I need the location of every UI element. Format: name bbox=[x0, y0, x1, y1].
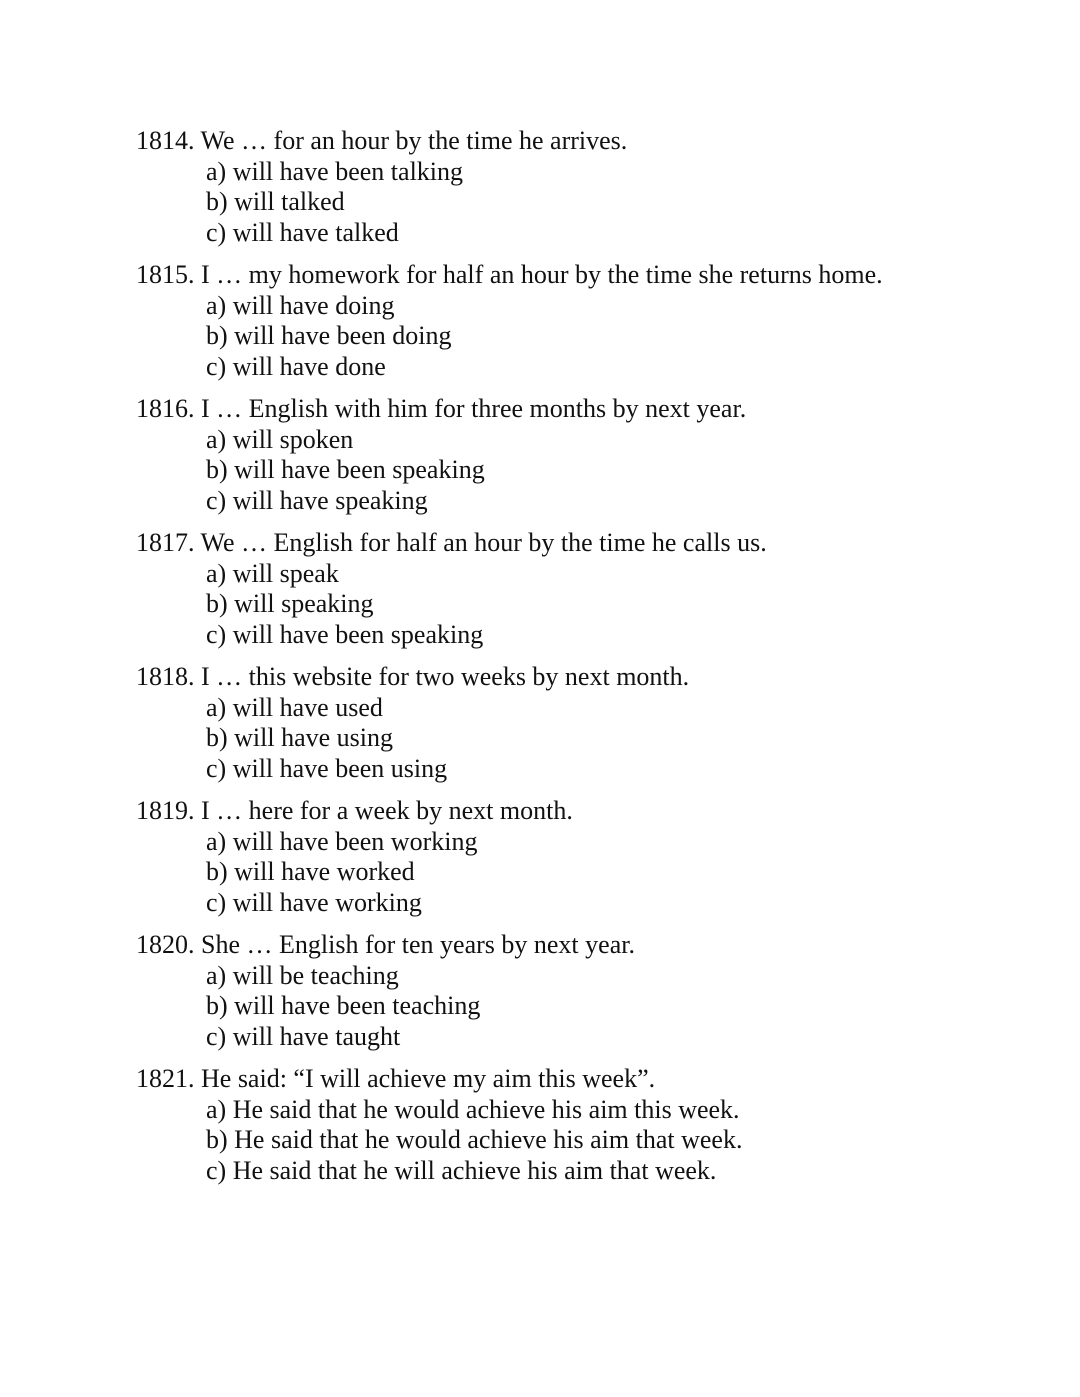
answer-options bbox=[136, 425, 1036, 517]
question-list bbox=[136, 126, 1036, 1198]
question-number: 1816. bbox=[136, 394, 195, 423]
question-text: We … English for half an hour by the time he calls us. bbox=[200, 528, 767, 557]
option-a: a) will be teaching bbox=[206, 960, 399, 990]
question-1815 bbox=[136, 260, 1036, 382]
option-b: b) will have been teaching bbox=[206, 991, 481, 1020]
option-b: b) will have been doing bbox=[206, 321, 452, 350]
question-stem bbox=[136, 528, 1036, 559]
option-a: a) will speak bbox=[206, 558, 339, 588]
question-stem bbox=[136, 930, 1036, 961]
question-number: 1820. bbox=[136, 930, 195, 959]
option-c: c) will have speaking bbox=[206, 485, 428, 515]
question-stem bbox=[136, 126, 1036, 157]
option-b: b) will speaking bbox=[206, 589, 374, 618]
question-number: 1821. bbox=[136, 1064, 195, 1093]
question-number: 1815. bbox=[136, 260, 195, 289]
question-text: We … for an hour by the time he arrives. bbox=[200, 126, 628, 155]
option-b: b) will have using bbox=[206, 723, 394, 752]
question-number: 1814. bbox=[136, 126, 195, 155]
question-1814 bbox=[136, 126, 1036, 248]
question-stem bbox=[136, 394, 1036, 425]
option-c: c) will have done bbox=[206, 351, 386, 381]
question-1816 bbox=[136, 394, 1036, 516]
question-1818 bbox=[136, 662, 1036, 784]
question-text: He said: “I will achieve my aim this week”. bbox=[201, 1064, 656, 1093]
question-stem bbox=[136, 662, 1036, 693]
option-a: a) He said that he would achieve his aim this week. bbox=[206, 1094, 740, 1124]
option-b: b) He said that he would achieve his aim that week. bbox=[206, 1125, 743, 1154]
question-stem bbox=[136, 260, 1036, 291]
question-text: I … my homework for half an hour by the time she returns home. bbox=[201, 260, 883, 289]
question-1819 bbox=[136, 796, 1036, 918]
answer-options bbox=[136, 1095, 1036, 1187]
answer-options bbox=[136, 827, 1036, 919]
question-number: 1819. bbox=[136, 796, 195, 825]
option-c: c) will have talked bbox=[206, 217, 399, 247]
option-c: c) He said that he will achieve his aim that week. bbox=[206, 1155, 717, 1185]
option-a: a) will have used bbox=[206, 692, 383, 722]
question-number: 1818. bbox=[136, 662, 195, 691]
answer-options bbox=[136, 157, 1036, 249]
question-text: I … this website for two weeks by next month. bbox=[201, 662, 690, 691]
answer-options bbox=[136, 961, 1036, 1053]
option-a: a) will have doing bbox=[206, 290, 395, 320]
answer-options bbox=[136, 291, 1036, 383]
option-c: c) will have been speaking bbox=[206, 619, 484, 649]
question-text: She … English for ten years by next year. bbox=[201, 930, 635, 959]
option-b: b) will have worked bbox=[206, 857, 415, 886]
option-c: c) will have been using bbox=[206, 753, 448, 783]
question-text: I … here for a week by next month. bbox=[201, 796, 573, 825]
question-stem bbox=[136, 796, 1036, 827]
question-stem bbox=[136, 1064, 1036, 1095]
option-c: c) will have taught bbox=[206, 1021, 401, 1051]
option-b: b) will have been speaking bbox=[206, 455, 485, 484]
answer-options bbox=[136, 559, 1036, 651]
option-c: c) will have working bbox=[206, 887, 422, 917]
option-a: a) will have been talking bbox=[206, 156, 464, 186]
option-a: a) will have been working bbox=[206, 826, 478, 856]
question-1821 bbox=[136, 1064, 1036, 1186]
question-number: 1817. bbox=[136, 528, 195, 557]
answer-options bbox=[136, 693, 1036, 785]
option-a: a) will spoken bbox=[206, 424, 354, 454]
question-1820 bbox=[136, 930, 1036, 1052]
question-text: I … English with him for three months by next year. bbox=[201, 394, 747, 423]
question-1817 bbox=[136, 528, 1036, 650]
option-b: b) will talked bbox=[206, 187, 345, 216]
